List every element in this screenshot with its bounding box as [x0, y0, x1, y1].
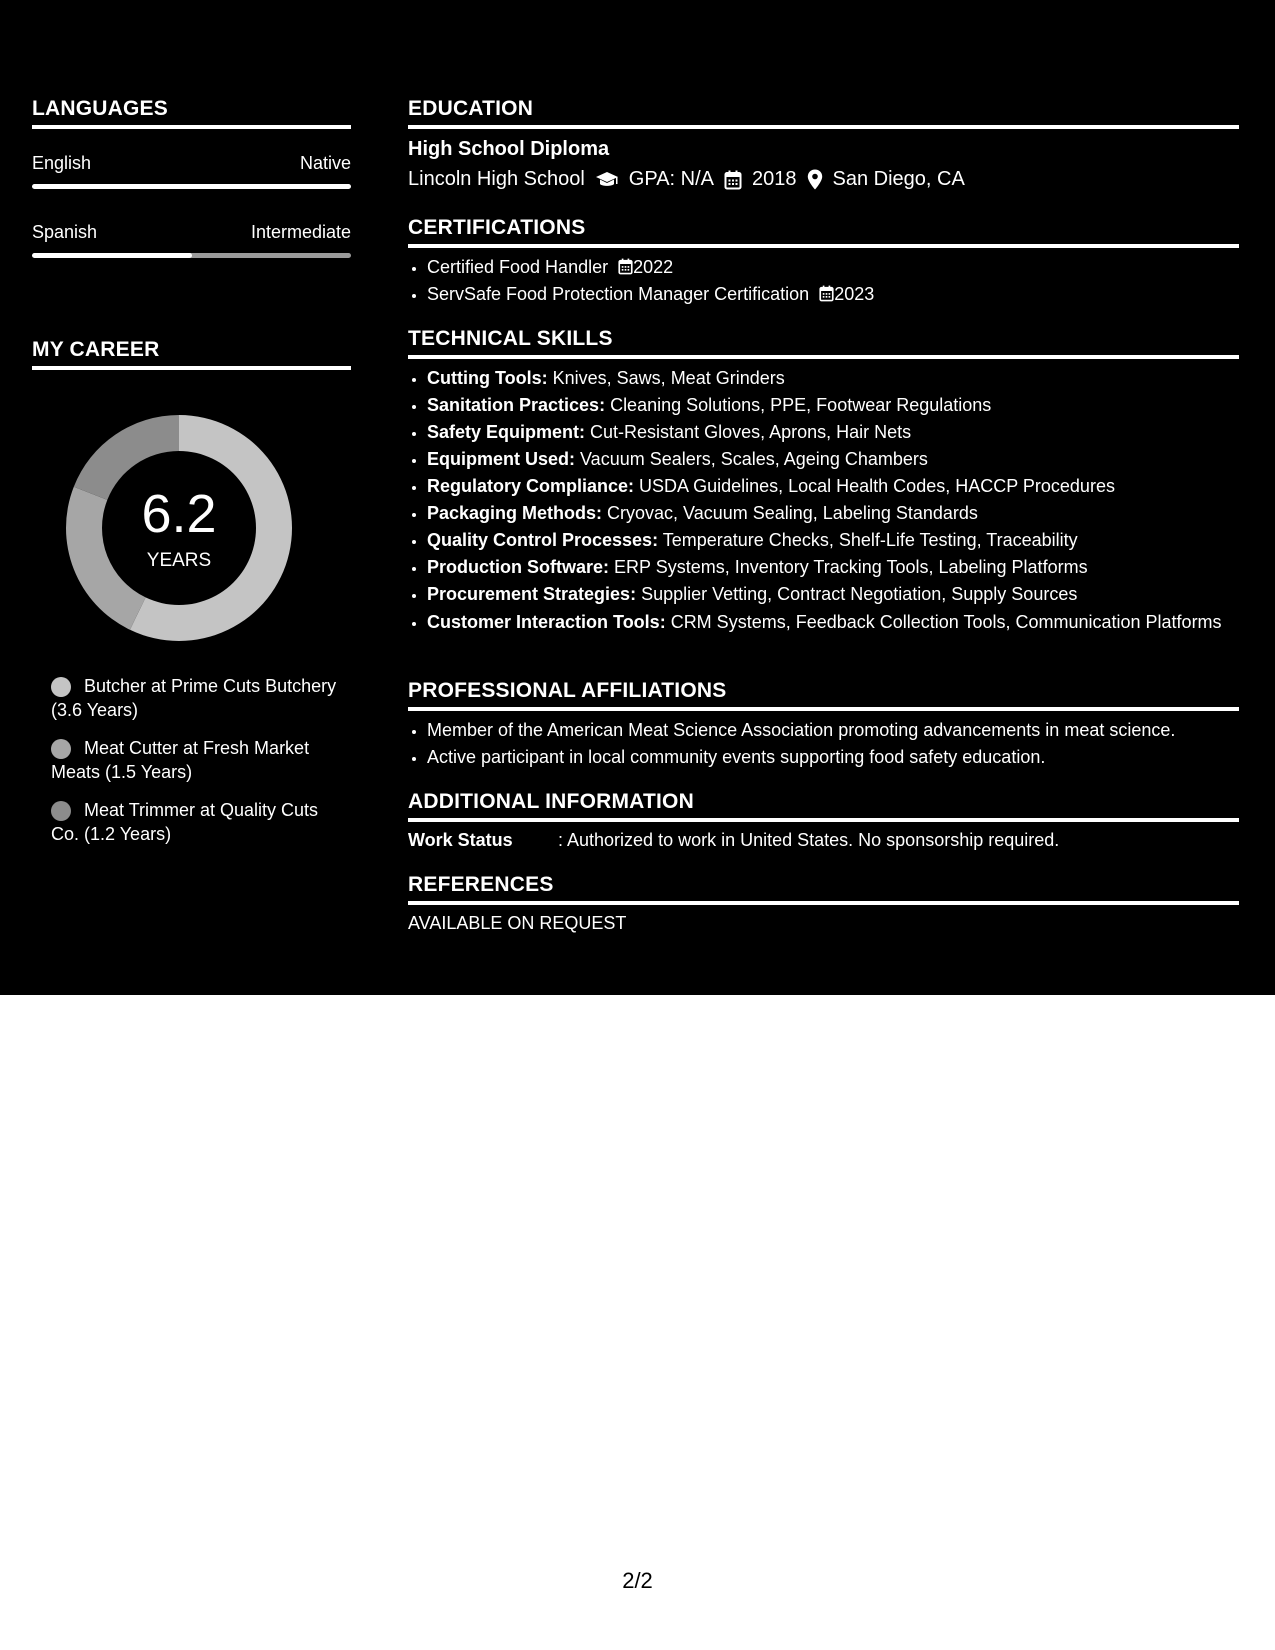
career-legend-item: [51, 736, 341, 784]
legend-dot: [51, 739, 71, 759]
language-level: Native: [299, 153, 351, 173]
career-donut-chart: [66, 415, 292, 641]
skill-item: [427, 365, 1239, 392]
affiliation-item: • Member of the American Meat Science Association promoting advancements in meat science.: [427, 717, 1239, 744]
career-total-years: 6.2: [141, 484, 217, 544]
certification-name: Certified Food Handler: [427, 257, 609, 277]
skill-item: [427, 581, 1239, 608]
education-title: EDUCATION: [408, 98, 1239, 129]
graduation-cap-icon: [595, 171, 619, 189]
skill-value: Knives, Saws, Meat Grinders: [547, 368, 785, 388]
education-degree: High School Diploma: [408, 138, 610, 160]
language-bar-fill: [32, 253, 192, 258]
education-school: Lincoln High School: [408, 168, 585, 190]
work-status-value: : Authorized to work in United States. No sponsorship required.: [558, 830, 1060, 850]
career-title: MY CAREER: [32, 339, 351, 370]
career-legend-item: [51, 798, 341, 846]
career-legend-item: [51, 674, 341, 722]
skill-value: CRM Systems, Feedback Collection Tools, Communication Platforms: [665, 612, 1222, 632]
skill-label: Quality Control Processes:: [427, 530, 659, 550]
skill-value: ERP Systems, Inventory Tracking Tools, Labeling Platforms: [609, 557, 1088, 577]
affiliations-list: [408, 717, 1239, 771]
calendar-icon: [819, 285, 834, 302]
calendar-icon: [724, 170, 742, 190]
career-legend-label: Meat Cutter at Fresh Market Meats (1.5 Years): [51, 738, 310, 782]
location-pin-icon: [807, 169, 823, 190]
skill-label: Equipment Used:: [427, 449, 576, 469]
career-legend-label: Meat Trimmer at Quality Cuts Co. (1.2 Years): [51, 800, 319, 844]
skill-value: Cleaning Solutions, PPE, Footwear Regulations: [605, 395, 992, 415]
skill-item: [427, 554, 1239, 581]
legend-dot: [51, 801, 71, 821]
education-gpa: GPA: N/A: [628, 168, 714, 190]
page-number: 2/2: [622, 1568, 653, 1593]
skill-item: [427, 608, 1239, 634]
skill-label: Packaging Methods:: [427, 503, 603, 523]
legend-dot: [51, 677, 71, 697]
skill-item: [427, 500, 1239, 527]
education-year: 2018: [752, 168, 797, 190]
skill-value: Supplier Vetting, Contract Negotiation, Supply Sources: [636, 584, 1078, 604]
technical-skills-list: [408, 365, 1239, 634]
affiliation-item: • Active participant in local community events supporting food safety education.: [427, 744, 1239, 771]
technical-skills-title: TECHNICAL SKILLS: [408, 328, 1239, 359]
language-bar-spanish: [32, 253, 351, 258]
certification-name: ServSafe Food Protection Manager Certification: [427, 284, 810, 304]
skill-label: Regulatory Compliance:: [427, 476, 635, 496]
certifications-list: [408, 254, 1239, 308]
calendar-icon: [618, 258, 633, 275]
certification-item: [427, 281, 1239, 308]
certification-year: 2022: [633, 257, 674, 277]
certifications-title: CERTIFICATIONS: [408, 217, 1239, 248]
skill-value: Vacuum Sealers, Scales, Ageing Chambers: [575, 449, 928, 469]
certification-year: 2023: [834, 284, 875, 304]
work-status-label: Work Status: [408, 830, 513, 850]
additional-info-title: ADDITIONAL INFORMATION: [408, 791, 1239, 822]
skill-item: [427, 419, 1239, 446]
affiliations-title: PROFESSIONAL AFFILIATIONS: [408, 680, 1239, 711]
work-status-row: [408, 830, 1059, 851]
languages-title: LANGUAGES: [32, 98, 351, 129]
skill-value: Temperature Checks, Shelf-Life Testing, Traceability: [658, 530, 1078, 550]
skill-value: Cryovac, Vacuum Sealing, Labeling Standards: [602, 503, 978, 523]
career-legend-label: Butcher at Prime Cuts Butchery (3.6 Years): [51, 676, 337, 720]
references-text: AVAILABLE ON REQUEST: [408, 913, 627, 933]
language-name: English: [32, 153, 92, 173]
skill-item: [427, 392, 1239, 419]
certification-item: [427, 254, 1239, 281]
skill-value: Cut-Resistant Gloves, Aprons, Hair Nets: [585, 422, 912, 442]
language-bar-fill: [32, 184, 351, 189]
career-total-label: YEARS: [146, 550, 212, 571]
skill-label: Production Software:: [427, 557, 610, 577]
skill-item: [427, 473, 1239, 500]
language-name: Spanish: [32, 222, 98, 242]
references-title: REFERENCES: [408, 874, 1239, 905]
education-details: [408, 168, 965, 191]
skill-label: Customer Interaction Tools:: [427, 612, 666, 632]
skill-value: USDA Guidelines, Local Health Codes, HACCP Procedures: [634, 476, 1115, 496]
education-location: San Diego, CA: [832, 168, 965, 190]
skill-label: Cutting Tools:: [427, 368, 548, 388]
skill-item: [427, 446, 1239, 473]
skill-label: Sanitation Practices:: [427, 395, 606, 415]
skill-item: [427, 527, 1239, 554]
career-legend: [51, 674, 341, 860]
language-level: Intermediate: [250, 222, 351, 242]
language-bar-english: [32, 184, 351, 189]
skill-label: Safety Equipment:: [427, 422, 586, 442]
skill-label: Procurement Strategies:: [427, 584, 637, 604]
